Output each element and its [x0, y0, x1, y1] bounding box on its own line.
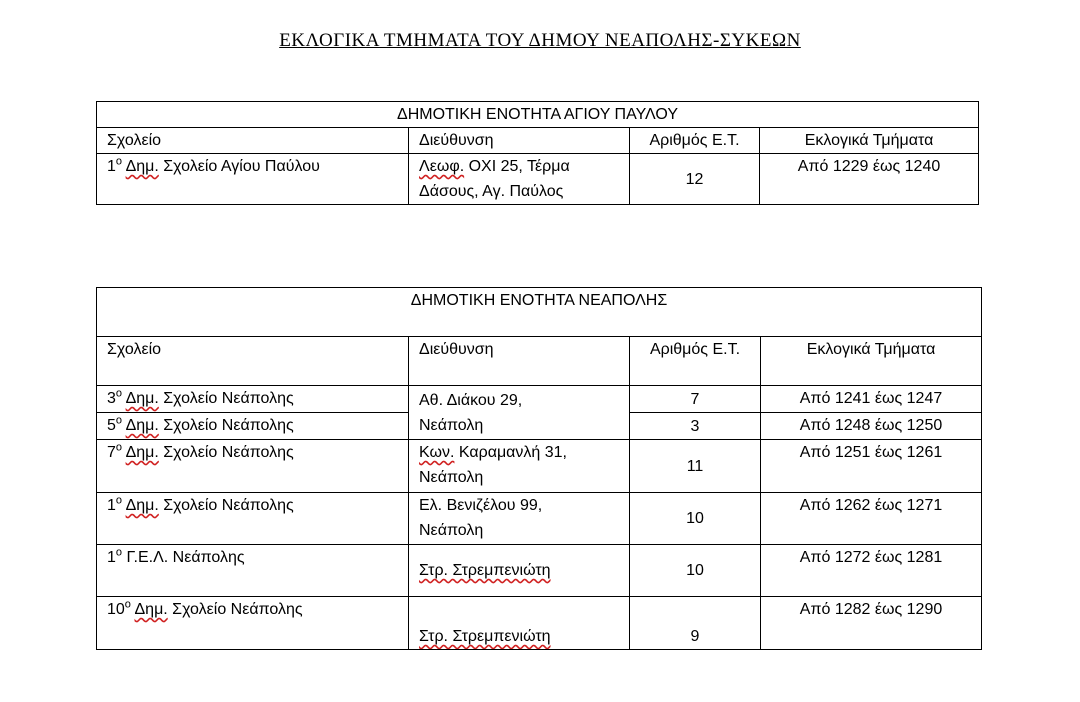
- document-title: ΕΚΛΟΓΙΚΑ ΤΜΗΜΑΤΑ ΤΟΥ ΔΗΜΟΥ ΝΕΑΠΟΛΗΣ-ΣΥΚΕΩΝ: [279, 30, 801, 51]
- school-name: [97, 413, 409, 440]
- agios-pavlos-table: [96, 101, 979, 205]
- address-line1-rest: Καραμανλή 31,: [454, 444, 567, 461]
- section-count: 10: [630, 545, 761, 597]
- table-row: [97, 386, 982, 413]
- table-row: [97, 440, 982, 493]
- school-number: 5: [107, 417, 116, 434]
- address-line2: Δάσους, Αγ. Παύλος: [419, 183, 564, 200]
- section-range: Από 1248 έως 1250: [761, 413, 982, 440]
- header-sections: Εκλογικά Τμήματα: [761, 337, 982, 386]
- school-number: 1: [107, 549, 116, 566]
- address-line1: Ελ. Βενιζέλου 99,: [419, 497, 543, 514]
- table-row: [97, 154, 979, 205]
- section-range: Από 1272 έως 1281: [761, 545, 982, 597]
- address-line2: Νεάπολη: [419, 522, 484, 539]
- address: [409, 545, 630, 597]
- address-abbr: Κων.: [419, 444, 455, 461]
- ordinal-sup: ο: [124, 598, 131, 611]
- address-line2: Νεάπολη: [419, 469, 484, 486]
- address-text: Στρ. Στρεμπενιώτη: [419, 628, 551, 645]
- header-count: Αριθμός Ε.Τ.: [630, 337, 761, 386]
- school-number: 7: [107, 444, 116, 461]
- school-abbr: Δημ.: [134, 601, 168, 618]
- ordinal-sup: ο: [115, 155, 123, 168]
- school-abbr: Δημ.: [125, 158, 159, 175]
- header-row: [97, 128, 979, 154]
- ordinal-sup: ο: [115, 414, 123, 427]
- address: [409, 440, 630, 493]
- section-range: Από 1229 έως 1240: [760, 154, 979, 205]
- address-line2: Νεάπολη: [419, 416, 484, 434]
- school-rest: Σχολείο Νεάπολης: [158, 444, 294, 461]
- header-count: Αριθμός Ε.Τ.: [630, 128, 760, 154]
- table-row: [97, 597, 982, 650]
- ordinal-sup: ο: [115, 494, 123, 507]
- section-range: Από 1262 έως 1271: [761, 493, 982, 545]
- school-number: 1: [107, 158, 116, 175]
- school-abbr: Δημ.: [125, 444, 159, 461]
- section-count: 11: [630, 440, 761, 493]
- school-number: 10: [107, 601, 125, 618]
- school-abbr: Δημ.: [125, 390, 159, 407]
- address-text: Στρ. Στρεμπενιώτη: [419, 562, 551, 579]
- address-line1-rest: ΟΧΙ 25, Τέρμα: [464, 158, 570, 175]
- address: [409, 493, 630, 545]
- address: [409, 154, 630, 205]
- address: [409, 386, 630, 440]
- section-count: 9: [630, 597, 761, 650]
- school-number: 1: [107, 497, 116, 514]
- section-count: 12: [630, 154, 760, 205]
- section-count: 3: [630, 413, 761, 440]
- ordinal-sup: ο: [115, 441, 123, 454]
- table-title-row: [97, 288, 982, 337]
- school-name: [97, 440, 409, 493]
- school-abbr: Δημ.: [125, 417, 159, 434]
- header-address: Διεύθυνση: [409, 128, 630, 154]
- school-rest: Σχολείο Νεάπολης: [158, 390, 294, 407]
- ordinal-sup: ο: [115, 387, 123, 400]
- unit-title: ΔΗΜΟΤΙΚΗ ΕΝΟΤΗΤΑ ΑΓΙΟΥ ΠΑΥΛΟΥ: [97, 102, 979, 128]
- school-name: [97, 386, 409, 413]
- address-line1: Αθ. Διάκου 29,: [419, 391, 523, 409]
- header-row: [97, 337, 982, 386]
- address-abbr: Λεωφ.: [419, 158, 465, 175]
- section-range: Από 1241 έως 1247: [761, 386, 982, 413]
- school-name: [97, 597, 409, 650]
- table-row: [97, 545, 982, 597]
- school-name: [97, 154, 409, 205]
- neapoli-table: [96, 287, 982, 650]
- table-row: [97, 493, 982, 545]
- school-rest: Σχολείο Νεάπολης: [158, 417, 294, 434]
- section-range: Από 1251 έως 1261: [761, 440, 982, 493]
- unit-title: ΔΗΜΟΤΙΚΗ ΕΝΟΤΗΤΑ ΝΕΑΠΟΛΗΣ: [97, 288, 982, 337]
- school-name: [97, 493, 409, 545]
- ordinal-sup: ο: [115, 546, 123, 559]
- address: [409, 597, 630, 650]
- school-rest: Σχολείο Νεάπολης: [167, 601, 303, 618]
- section-count: 7: [630, 386, 761, 413]
- school-rest: Σχολείο Αγίου Παύλου: [158, 158, 320, 175]
- table-title-row: [97, 102, 979, 128]
- school-number: 3: [107, 390, 116, 407]
- school-abbr: Δημ.: [125, 497, 159, 514]
- school-rest: Γ.Ε.Λ. Νεάπολης: [122, 549, 245, 566]
- header-address: Διεύθυνση: [409, 337, 630, 386]
- school-name: [97, 545, 409, 597]
- header-school: Σχολείο: [97, 128, 409, 154]
- section-count: 10: [630, 493, 761, 545]
- section-range: Από 1282 έως 1290: [761, 597, 982, 650]
- header-school: Σχολείο: [97, 337, 409, 386]
- school-rest: Σχολείο Νεάπολης: [158, 497, 294, 514]
- header-sections: Εκλογικά Τμήματα: [760, 128, 979, 154]
